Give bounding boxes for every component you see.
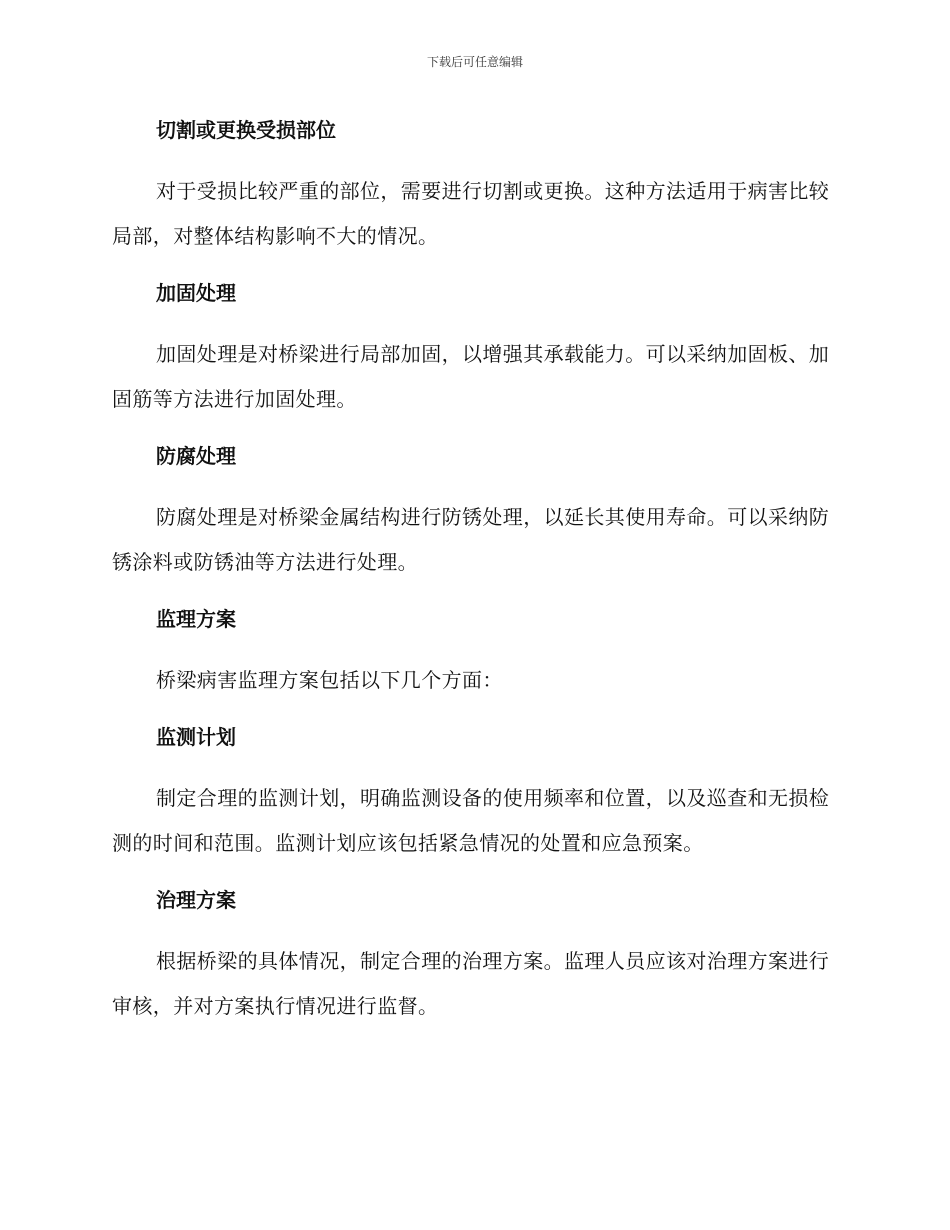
section-paragraph-anticorrosion: 防腐处理是对桥梁金属结构进行防锈处理，以延长其使用寿命。可以采纳防锈涂料或防锈油等方法进行处理。	[112, 505, 830, 574]
page-header-note: 下载后可任意编辑	[426, 55, 523, 69]
section-paragraph-cut-replace: 对于受损比较严重的部位，需要进行切割或更换。这种方法适用于病害比较局部，对整体结构影响不大的情况。	[112, 179, 830, 248]
section-paragraph-supervision-plan: 桥梁病害监理方案包括以下几个方面：	[156, 668, 503, 692]
section-heading-treatment-plan: 治理方案	[156, 888, 236, 912]
section-heading-cut-replace: 切割或更换受损部位	[156, 118, 336, 142]
section-heading-supervision-plan: 监理方案	[156, 607, 236, 631]
section-paragraph-monitoring-plan: 制定合理的监测计划，明确监测设备的使用频率和位置，以及巡查和无损检测的时间和范围。监测计划应该包括紧急情况的处置和应急预案。	[112, 786, 830, 855]
section-heading-reinforcement: 加固处理	[156, 281, 236, 305]
document-body	[112, 110, 832, 1043]
section-paragraph-reinforcement: 加固处理是对桥梁进行局部加固，以增强其承载能力。可以采纳加固板、加固筋等方法进行加固处理。	[112, 342, 830, 411]
section-heading-anticorrosion: 防腐处理	[156, 444, 236, 468]
section-heading-monitoring-plan: 监测计划	[156, 725, 236, 749]
section-paragraph-treatment-plan: 根据桥梁的具体情况，制定合理的治理方案。监理人员应该对治理方案进行审核，并对方案执行情况进行监督。	[112, 949, 830, 1018]
